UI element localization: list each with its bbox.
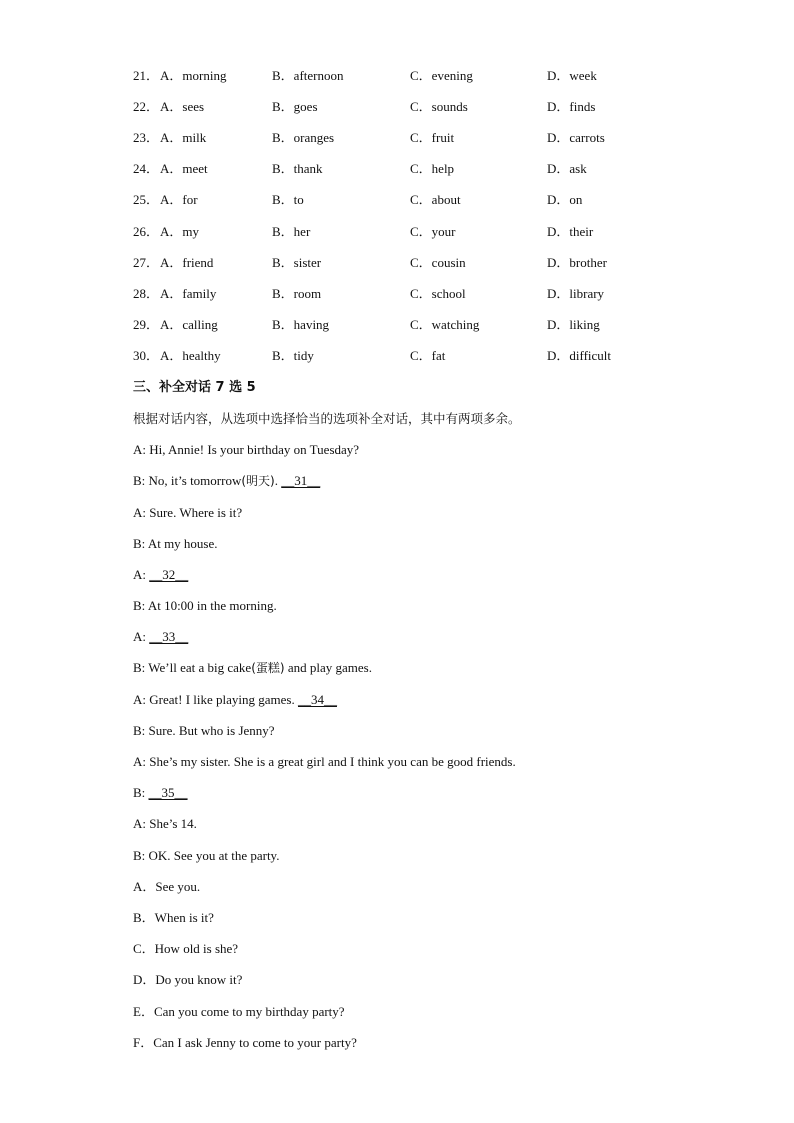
question-number: 24． [133,161,160,176]
answer-option-b: B．to [272,192,304,207]
answer-option-d: D．library [547,286,605,301]
question-row [0,253,794,273]
answer-option-a: A．sees [160,99,205,114]
question-number: 25． [133,192,160,207]
dialogue-line-8: B: We’ll eat a big cake(蛋糕) and play games. [133,660,372,675]
answer-option-d: D．their [547,224,594,239]
question-row [0,159,794,179]
blank-32: __32__ [149,567,189,582]
dialogue-line-7: A: __33__ [133,627,188,647]
dialogue-line-14: B: OK. See you at the party. [133,848,280,863]
answer-option-c: C．school [410,286,466,301]
blank-34: __34__ [297,692,337,707]
answer-option-a: A．my [160,224,200,239]
option-c: C．How old is she? [133,941,239,956]
question-number: 28． [133,286,160,301]
answer-option-c: C．watching [410,317,480,332]
question-row [0,66,794,86]
answer-option-b: B．sister [272,255,322,270]
option-a: A．See you. [133,879,201,894]
question-number: 23． [133,130,160,145]
blank-35: __35__ [148,785,188,800]
answer-option-d: D．ask [547,161,587,176]
dialogue-line-10: B: Sure. But who is Jenny? [133,723,275,738]
dialogue-line-12: B: __35__ [133,783,188,803]
answer-option-c: C．sounds [410,99,468,114]
answer-option-b: B．oranges [272,130,335,145]
answer-option-d: D．liking [547,317,600,332]
answer-option-b: B．her [272,224,311,239]
answer-option-c: C．help [410,161,455,176]
question-row [0,222,794,242]
dialogue-line-13: A: She’s 14. [133,816,197,831]
question-number: 29． [133,317,160,332]
answer-option-a: A．family [160,286,217,301]
option-f: F．Can I ask Jenny to come to your party? [133,1035,357,1050]
dialogue-line-2: B: No, it’s tomorrow(明天). __31__ [133,471,320,491]
option-d: D．Do you know it? [133,972,243,987]
answer-option-c: C．your [410,224,456,239]
answer-option-d: D．week [547,68,597,83]
blank-33: __33__ [149,629,189,644]
answer-option-d: D．on [547,192,583,207]
question-number: 26． [133,224,160,239]
question-number: 27． [133,255,160,270]
dialogue-line-11: A: She’s my sister. She is a great girl and I think you can be good friends. [133,754,516,769]
question-number: 21． [133,68,160,83]
question-row [0,190,794,210]
question-row [0,97,794,117]
answer-option-c: C．fat [410,348,446,363]
dialogue-line-5: A: __32__ [133,565,188,585]
answer-option-b: B．tidy [272,348,314,363]
question-number: 30． [133,348,160,363]
dialogue-line-1: A: Hi, Annie! Is your birthday on Tuesday? [133,442,360,457]
answer-option-b: B．thank [272,161,323,176]
question-number: 22． [133,99,160,114]
answer-option-a: A．morning [160,68,227,83]
dialogue-line-6: B: At 10:00 in the morning. [133,598,277,613]
answer-option-b: B．afternoon [272,68,344,83]
answer-option-c: C．about [410,192,461,207]
blank-31: __31__ [281,473,321,488]
dialogue-line-3: A: Sure. Where is it? [133,505,243,520]
answer-option-c: C．cousin [410,255,466,270]
answer-option-d: D．carrots [547,130,605,145]
answer-option-a: A．for [160,192,198,207]
option-e: E．Can you come to my birthday party? [133,1004,345,1019]
answer-option-b: B．having [272,317,330,332]
dialogue-line-9: A: Great! I like playing games. __34__ [133,690,337,710]
answer-option-d: D．finds [547,99,596,114]
option-b: B．When is it? [133,910,214,925]
question-row [0,315,794,335]
answer-option-a: A．meet [160,161,208,176]
section-heading: 三、补全对话 7 选 5 [133,380,256,395]
answer-option-c: C．fruit [410,130,455,145]
dialogue-line-4: B: At my house. [133,536,218,551]
answer-option-a: A．healthy [160,348,221,363]
answer-option-c: C．evening [410,68,473,83]
answer-option-d: D．brother [547,255,607,270]
answer-option-a: A．calling [160,317,218,332]
question-row [0,128,794,148]
answer-option-a: A．friend [160,255,214,270]
section-instruction: 根据对话内容，从选项中选择恰当的选项补全对话，其中有两项多余。 [133,411,521,426]
answer-option-b: B．room [272,286,322,301]
answer-option-b: B．goes [272,99,318,114]
question-row [0,284,794,304]
answer-option-a: A．milk [160,130,207,145]
answer-option-d: D．difficult [547,348,612,363]
question-row [0,346,794,366]
